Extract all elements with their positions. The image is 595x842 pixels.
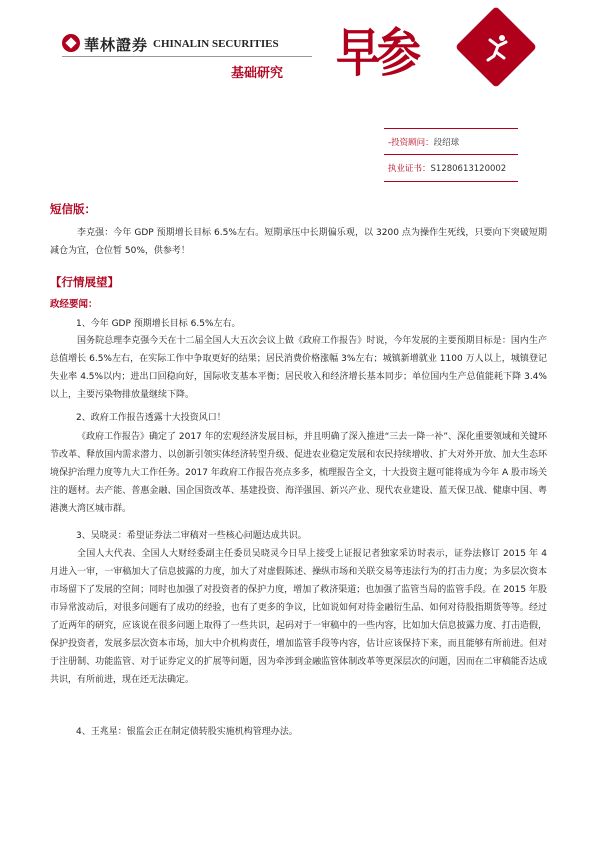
market-outlook-heading: 【行情展望】 xyxy=(50,275,119,289)
advisor-row xyxy=(388,136,459,148)
chinalin-logo-icon xyxy=(62,34,80,52)
runner-icon xyxy=(480,30,514,64)
macro-news-heading: 政经要闻： xyxy=(50,299,98,310)
news-item-title: 2、政府工作报告透露十大投资风口！ xyxy=(76,413,226,423)
section-tag: 基础研究 xyxy=(231,66,284,81)
news-item-title: 4、王兆星：银监会正在制定债转股实施机构管理办法。 xyxy=(76,727,298,737)
news-item-body: 国务院总理李克强今天在十二届全国人大五次会议上做《政府工作报告》时说，今年发展的主要预期目标是：国内生产总值增长 6.5%左右，在实际工作中争取更好的结果；居民消费价格涨幅 3%左右；城镇新增就业 1100 万人以上，城镇登记失业率 4.5%以内；进出口回稳向好，国际收支基本平衡；居民收入和经济增长基本同步；单位国内生产总值能耗下降 3.4%以上，主要污染物排放量继续下降。 xyxy=(50,336,547,400)
cert-number: S1280613120002 xyxy=(430,164,507,174)
cert-row xyxy=(388,162,506,174)
report-title: 早参 xyxy=(336,23,418,84)
short-version-heading: 短信版： xyxy=(50,202,96,216)
news-item-title: 3、吴晓灵：希望证券法二审稿对一些核心问题达成共识。 xyxy=(76,531,307,541)
advisor-name: 段绍球 xyxy=(433,138,460,148)
report-header xyxy=(0,0,595,100)
advisor-info-box xyxy=(384,128,518,182)
news-item-title: 1、今年 GDP 预期增长目标 6.5%左右。 xyxy=(76,319,241,329)
info-divider xyxy=(384,154,518,155)
cert-label: 执业证书： xyxy=(388,164,431,174)
brand-name-cn: 華林證券 xyxy=(84,36,149,54)
news-item-body: 全国人大代表、全国人大财经委副主任委员吴晓灵今日早上接受上证报记者独家采访时表示，证券法修订 2015 年 4 月进入一审，一审稿加大了信息披露的力度，加大了对虚假陈述、操纵市场和关联交易等违法行为的打击力度；为多层次资本市场留下了发展的空间；同时也加强了对投资者的保护力度，增加了救济渠道；也加强了监管当局的监管手段。在 2015 年股市异常波动后，对很多问题有了成功的经验，也有了更多的争议，比如说如何对待金融衍生品、如何对待股指期货等等。经过了近两年的研究，应该说在很多问题上取得了一些共识，起码对于一审稿中的一些内容，比如加大信息披露力度、打击造假，保护投资者，发展多层次资本市场，加大中介机构责任，增加监管手段等内容，估计应该保持下来，而且能够有所前进。但对于注册制、功能监管、对于证券定义的扩展等问题，因为牵涉到金融监管体制改革等更深层次的问题，因而在二审稿能否达成共识，有所前进，现在还无法确定。 xyxy=(50,549,547,685)
short-version-text: 李克强：今年 GDP 预期增长目标 6.5%左右。短期承压中长期偏乐观，以 3200 点为操作生死线，只要向下突破短期减仓为宜，仓位暂 50%，供参考！ xyxy=(50,228,547,256)
header-divider xyxy=(62,56,312,57)
advisor-label: -投资顾问： xyxy=(388,138,434,148)
news-item-body: 《政府工作报告》确定了 2017 年的宏观经济发展目标，并且明确了深入推进“三去一降一补”、深化重要领域和关键环节改革、释放国内需求潜力、以创新引领实体经济转型升级、促进农业稳定发展和农民持续增收、扩大对外开放、加大生态环境保护治理力度等九大工作任务。2017 年政府工作报告亮点多多，梳理报告全文，十大投资主题可能将成为今年 A 股市场关注的题材。去产能、普惠金融、国企国资改革、基建投资、海洋强国、新兴产业、现代农业建设、蓝天保卫战、健康中国、粤港澳大湾区城市群。 xyxy=(50,432,547,514)
brand-name-en: CHINALIN SECURITIES xyxy=(153,38,279,50)
